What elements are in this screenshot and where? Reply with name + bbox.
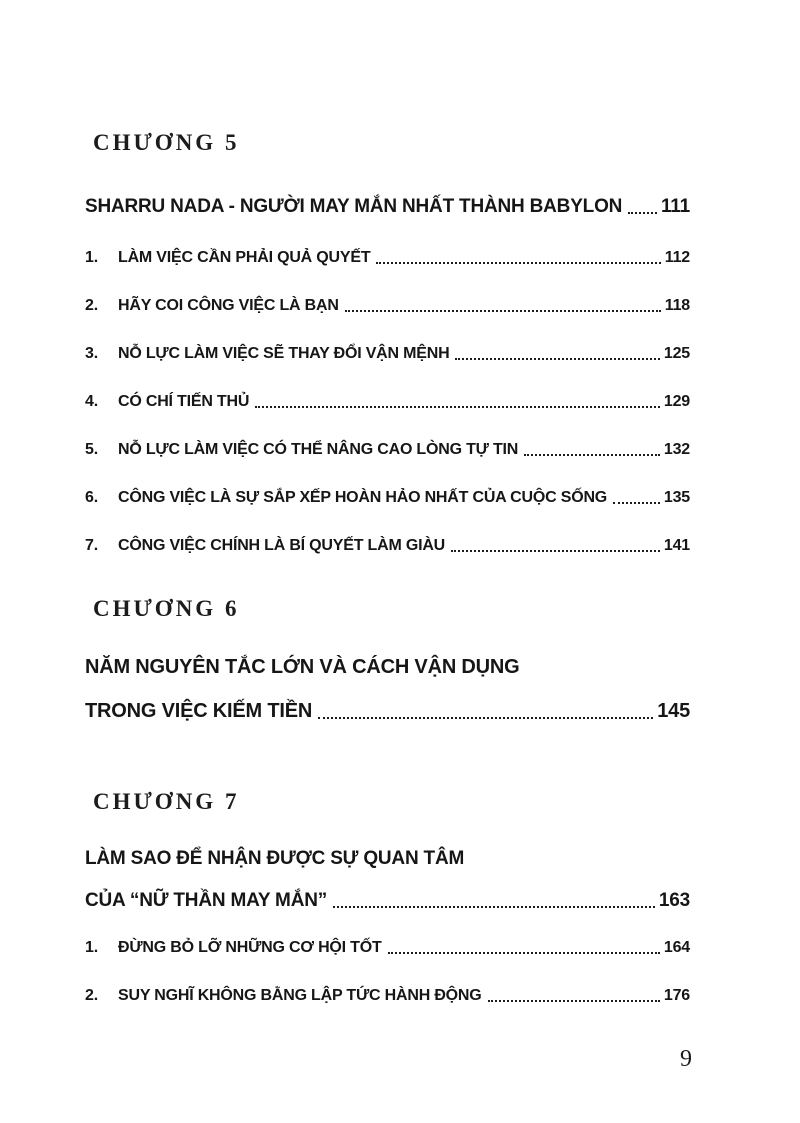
- dot-leader: [318, 717, 653, 719]
- chapter-5-title-row: [85, 196, 690, 218]
- toc-entry: [85, 536, 690, 555]
- chapter-5-title: SHARRU NADA - NGƯỜI MAY MẮN NHẤT THÀNH BABYLON: [85, 196, 623, 217]
- dot-leader: [524, 454, 660, 456]
- dot-leader: [376, 262, 660, 264]
- toc-entry: [85, 392, 690, 411]
- entry-page: 141: [663, 537, 690, 554]
- entry-page: 176: [663, 987, 690, 1004]
- dot-leader: [488, 1000, 660, 1002]
- toc-entry: [85, 296, 690, 315]
- toc-entry: [85, 248, 690, 267]
- entry-title: CÔNG VIỆC LÀ SỰ SẮP XẾP HOÀN HẢO NHẤT CỦA CUỘC SỐNG: [118, 489, 608, 506]
- entry-number: 5.: [85, 441, 98, 458]
- entry-number: 3.: [85, 345, 98, 362]
- entry-title: NỖ LỰC LÀM VIỆC CÓ THỂ NÂNG CAO LÒNG TỰ TIN: [118, 441, 519, 458]
- entry-title: ĐỪNG BỎ LỠ NHỮNG CƠ HỘI TỐT: [118, 939, 382, 956]
- chapter-7-title-line1: LÀM SAO ĐỂ NHẬN ĐƯỢC SỰ QUAN TÂM: [85, 848, 465, 869]
- entry-title: HÃY COI CÔNG VIỆC LÀ BẠN: [118, 297, 339, 314]
- entry-number: 2.: [85, 297, 98, 314]
- entry-number: 1.: [85, 249, 98, 266]
- page-number: 9: [680, 1046, 692, 1072]
- entry-number: 7.: [85, 537, 98, 554]
- chapter-6-title-line2: TRONG VIỆC KIẾM TIỀN: [85, 700, 313, 722]
- chapter-7-title-row: [85, 890, 690, 912]
- entry-page: 135: [663, 489, 690, 506]
- chapter-5-heading: CHƯƠNG 5: [93, 130, 240, 155]
- dot-leader: [345, 310, 661, 312]
- chapter-6-section: [85, 596, 690, 723]
- toc-entry: [85, 986, 690, 1005]
- chapter-5-page: 111: [660, 196, 690, 217]
- entry-title: SUY NGHĨ KHÔNG BẰNG LẬP TỨC HÀNH ĐỘNG: [118, 987, 482, 1004]
- chapter-5-entries: [85, 248, 690, 555]
- dot-leader: [451, 550, 660, 552]
- entry-page: 164: [663, 939, 690, 956]
- chapter-7-page: 163: [658, 890, 690, 911]
- entry-page: 125: [663, 345, 690, 362]
- entry-title: CÓ CHÍ TIẾN THỦ: [118, 393, 250, 410]
- chapter-6-title-line1: NĂM NGUYÊN TẮC LỚN VÀ CÁCH VẬN DỤNG: [85, 656, 520, 678]
- entry-number: 1.: [85, 939, 98, 956]
- entry-page: 129: [663, 393, 690, 410]
- dot-leader: [613, 502, 660, 504]
- entry-page: 118: [664, 297, 690, 314]
- entry-number: 4.: [85, 393, 98, 410]
- toc-entry: [85, 938, 690, 957]
- toc-entry: [85, 344, 690, 363]
- dot-leader: [255, 406, 660, 408]
- entry-number: 2.: [85, 987, 98, 1004]
- entry-title: LÀM VIỆC CẦN PHẢI QUẢ QUYẾT: [118, 249, 371, 266]
- entry-page: 132: [663, 441, 690, 458]
- toc-entry: [85, 488, 690, 507]
- chapter-6-title-row: [85, 700, 690, 723]
- entry-title: NỖ LỰC LÀM VIỆC SẼ THAY ĐỔI VẬN MỆNH: [118, 345, 450, 362]
- entry-number: 6.: [85, 489, 98, 506]
- chapter-6-heading: CHƯƠNG 6: [93, 596, 240, 621]
- dot-leader: [628, 212, 657, 214]
- chapter-7-entries: [85, 938, 690, 1005]
- chapter-7-title-line2: CỦA “NỮ THẦN MAY MẮN”: [85, 890, 328, 911]
- dot-leader: [388, 952, 660, 954]
- entry-title: CÔNG VIỆC CHÍNH LÀ BÍ QUYẾT LÀM GIÀU: [118, 537, 446, 554]
- toc-entry: [85, 440, 690, 459]
- dot-leader: [333, 906, 655, 908]
- chapter-7-section: [85, 789, 690, 1005]
- chapter-5-section: [85, 130, 690, 555]
- chapter-6-page: 145: [657, 700, 690, 722]
- entry-page: 112: [664, 249, 690, 266]
- dot-leader: [455, 358, 659, 360]
- chapter-7-heading: CHƯƠNG 7: [93, 789, 240, 814]
